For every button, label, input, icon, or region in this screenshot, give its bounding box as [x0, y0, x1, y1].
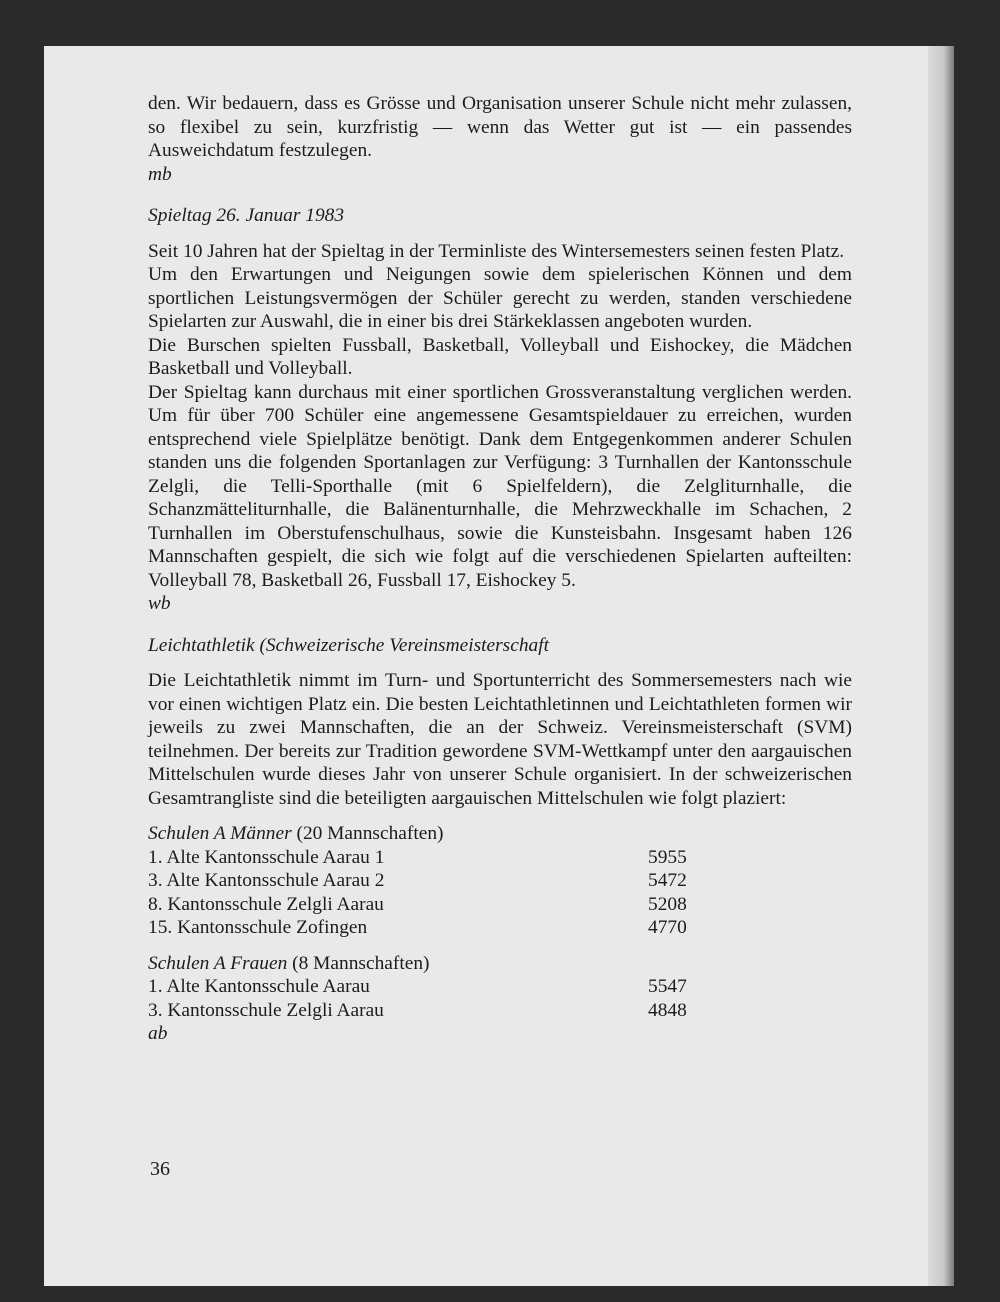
results-men-count: (20 Mannschaften)	[296, 823, 444, 844]
table-row: 1. Alte Kantonsschule Aarau 1 5955	[148, 846, 687, 868]
results-men	[148, 822, 852, 940]
table-row: 3. Alte Kantonsschule Aarau 2 5472	[148, 870, 687, 891]
intro-paragraph: den. Wir bedauern, dass es Grösse und Organisation unserer Schule nicht mehr zulassen, so flexibel zu sein, kurzfristig — wenn das Wetter gut ist — ein passendes Ausweichdatum festzulegen.	[148, 93, 852, 161]
section-heading-spieltag: Spieltag 26. Januar 1983	[148, 205, 345, 226]
table-row: 8. Kantonsschule Zelgli Aarau 5208	[148, 893, 687, 915]
signature-wb: wb	[148, 593, 171, 614]
page-number: 36	[150, 1158, 170, 1180]
page-fold-edge	[928, 46, 954, 1286]
signature-ab: ab	[148, 1023, 168, 1044]
section-heading-leichtathletik: Leichtathletik (Schweizerische Vereinsmeisterschaft	[148, 634, 550, 656]
table-row: 3. Kantonsschule Zelgli Aarau 4848	[148, 999, 687, 1021]
spieltag-paragraph-4: Der Spieltag kann durchaus mit einer sportlichen Grossveranstaltung verglichen werden. Um für über 700 Schüler eine angemessene Gesamtspieldauer zu erreichen, wurden entsprechend viele Spielplätze benötigt. Dank dem Entgegenkommen anderer Schulen standen uns die folgenden Sportanlagen zur Verfügung: 3 Turnhallen der Kantonsschule Zelgli, die Telli-Sporthalle (mit 6 Spielfeldern), die Zelgliturnhalle, die Schanzmätteliturnhalle, die Balänenturnhalle, die Mehrzweckhalle im Schachen, 2 Turnhallen im Oberstufenschulhaus, sowie die Kunsteisbahn. Insgesamt haben 126 Mannschaften gespielt, die sich wie folgt auf die verschiedenen Spielarten aufteilten: Volleyball 78, Basketball 26, Fussball 17, Eishockey 5.	[148, 381, 852, 591]
table-row: 15. Kantonsschule Zofingen 4770	[148, 917, 687, 938]
leichtathletik-paragraph: Die Leichtathletik nimmt im Turn- und Sportunterricht des Sommersemesters nach wie vor einen wichtigen Platz ein. Die besten Leichtathletinnen und Leichtathleten formen wir jeweils zu zwei Mannschaften, die an der Schweiz. Vereinsmeisterschaft (SVM) teilnehmen. Der bereits zur Tradition gewordene SVM-Wettkampf unter den aargauischen Mittelschulen wurde dieses Jahr von unserer Schule organisiert. In der schweizerischen Gesamtrangliste sind die beteiligten aargauischen Mittelschulen wie folgt plaziert:	[148, 670, 852, 809]
results-women-label: Schulen A Frauen	[148, 952, 288, 974]
document-body	[148, 92, 852, 1046]
spieltag-paragraph-3: Die Burschen spielten Fussball, Basketball, Volleyball und Eishockey, die Mädchen Basketball und Volleyball.	[148, 334, 852, 379]
results-women-count: (8 Mannschaften)	[292, 952, 430, 974]
table-row: 1. Alte Kantonsschule Aarau 5547	[148, 976, 687, 997]
spieltag-paragraph-1: Seit 10 Jahren hat der Spieltag in der Terminliste des Wintersemesters seinen festen Platz.	[148, 240, 845, 262]
signature-mb: mb	[148, 163, 172, 185]
results-women	[148, 952, 852, 1023]
spieltag-paragraph-2: Um den Erwartungen und Neigungen sowie dem spielerischen Können und dem sportlichen Leistungsvermögen der Schüler gerecht zu werden, standen verschiedene Spielarten zur Auswahl, die in einer bis drei Stärkeklassen angeboten wurden.	[148, 264, 852, 332]
results-men-label: Schulen A Männer	[148, 823, 292, 844]
